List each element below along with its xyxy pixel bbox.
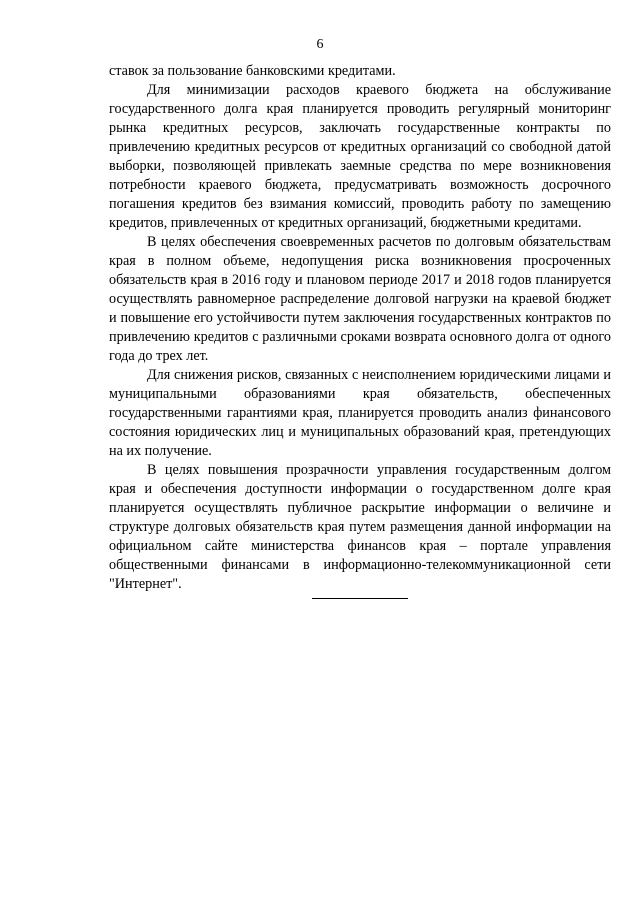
- paragraph-transparency: В целях повышения прозрачности управления государственным долгом края и обеспечения доступности информации о государственном долге края планируется осуществлять публичное раскрытие информации о величине и структуре долговых обязательств края путем размещения данной информации на официальном сайте министерства финансов края – портале управления общественными финансами в информационно-телекоммуникационной сети "Интернет".: [109, 462, 611, 592]
- paragraph-debt-obligations: В целях обеспечения своевременных расчетов по долговым обязательствам края в полном объеме, недопущения риска возникновения просроченных обязательств края в 2016 году и плановом периоде 2017 и 2018 годов планируется осуществлять равномерное распределение долговой нагрузки на краевой бюджет и повышение его устойчивости путем заключения государственных контрактов по привлечению кредитов с различными сроками возврата основного долга от одного года до трех лет.: [109, 234, 611, 364]
- paragraph-continuation: ставок за пользование банковскими кредитами.: [109, 63, 396, 79]
- page-number: 6: [316, 37, 324, 52]
- end-separator-line: [312, 598, 408, 599]
- paragraph-budget-expenses: Для минимизации расходов краевого бюджета на обслуживание государственного долга края планируется проводить регулярный мониторинг рынка кредитных ресурсов, заключать государственные контракты по привлечению кредитных ресурсов от кредитных организаций со свободной датой выборки, позволяющей привлекать заемные средства по мере возникновения потребности краевого бюджета, предусматривать возможность досрочного погашения кредитов без взимания комиссий, проводить работу по замещению кредитов, привлеченных от кредитных организаций, бюджетными кредитами.: [109, 82, 611, 231]
- document-body: [109, 62, 611, 594]
- paragraph-risk-reduction: Для снижения рисков, связанных с неисполнением юридическими лицами и муниципальными образованиями края обязательств, обеспеченных государственными гарантиями края, планируется проводить анализ финансового состояния юридических лиц и муниципальных образований края, претендующих на их получение.: [109, 367, 611, 459]
